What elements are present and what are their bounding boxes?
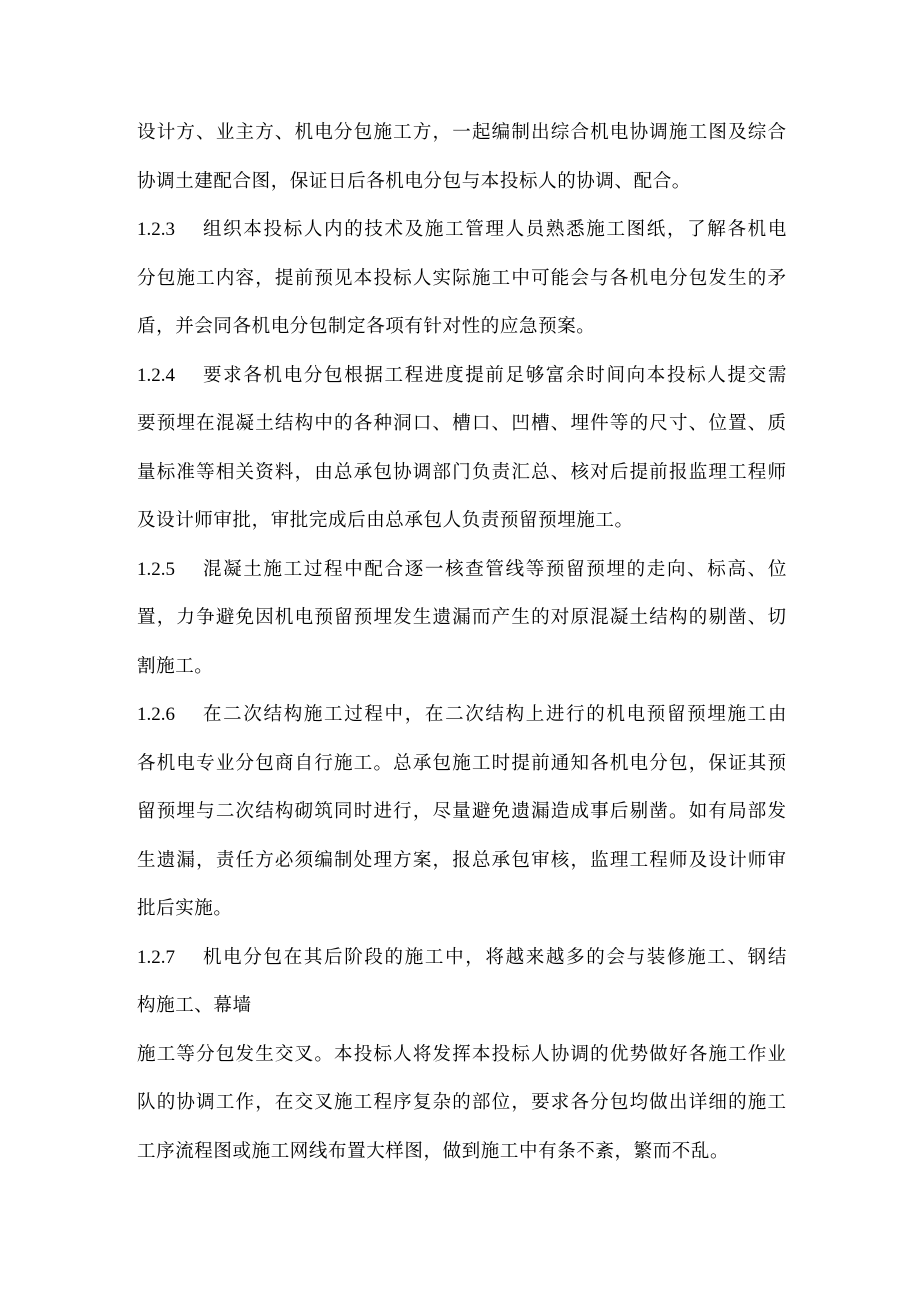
text-line: 分 包 施 工 内 容 ， 提 前 预 见 本 投 标 人 实 际 施 工 中 可 能 会 与 各 机 电 分 包 发 生 的 矛 [137, 268, 787, 289]
text-line: 在 二 次 结 构 施 工 过 程 中 ， 在 二 次 结 构 上 进 行 的 机 电 预 留 预 埋 施 工 由 [203, 704, 787, 725]
text-line: 工序流程图或施工网线布置大样图，做到施工中有条不紊，繁而不乱。 [137, 1141, 730, 1162]
text-line: 要 求 各 机 电 分 包 根 据 工 程 进 度 提 前 足 够 富 余 时 间 向 本 投 标 人 提 交 需 [203, 365, 787, 386]
section-1-2-6 [137, 700, 787, 730]
text-line: 留 预 埋 与 二 次 结 构 砌 筑 同 时 进 行 ， 尽 量 避 免 遗 漏 造 成 事 后 剔 凿 。 如 有 局 部 发 [137, 801, 787, 822]
text-line: 置 ， 力 争 避 免 因 机 电 预 留 预 埋 发 生 遗 漏 而 产 生 的 对 原 混 凝 土 结 构 的 剔 凿 、 切 [137, 607, 787, 628]
text-line: 要 预 埋 在 混 凝 土 结 构 中 的 各 种 洞 口 、 槽 口 、 凹 槽 、 埋 件 等 的 尺 寸 、 位 置 、 质 [137, 413, 787, 434]
section-1-2-3 [137, 215, 787, 245]
text-line: 生 遗 漏 ， 责 任 方 必 须 编 制 处 理 方 案 ， 报 总 承 包 审 核 ， 监 理 工 程 师 及 设 计 师 审 [137, 850, 787, 871]
section-number: 1.2.5 [137, 559, 175, 580]
text-line: 设 计 方 、 业 主 方 、 机 电 分 包 施 工 方 ， 一 起 编 制 出 综 合 机 电 协 调 施 工 图 及 综 合 [137, 122, 787, 143]
section-1-2-4 [137, 361, 787, 391]
section-1-2-7 [137, 943, 787, 973]
text-line: 盾，并会同各机电分包制定各项有针对性的应急预案。 [137, 316, 596, 337]
section-number: 1.2.7 [137, 947, 175, 968]
section-number: 1.2.6 [137, 704, 175, 725]
text-line: 混 凝 土 施 工 过 程 中 配 合 逐 一 核 查 管 线 等 预 留 预 埋 的 走 向 、 标 高 、 位 [203, 559, 787, 580]
text-line: 割施工。 [137, 656, 214, 677]
section-number: 1.2.4 [137, 365, 175, 386]
text-line: 组 织 本 投 标 人 内 的 技 术 及 施 工 管 理 人 员 熟 悉 施 工 图 纸 ， 了 解 各 机 电 [203, 219, 787, 240]
text-line: 机 电 分 包 在 其 后 阶 段 的 施 工 中 ， 将 越 来 越 多 的 会 与 装 修 施 工 、 钢 结 [203, 947, 787, 968]
section-1-2-5 [137, 555, 787, 585]
text-line: 施 工 等 分 包 发 生 交 叉 。 本 投 标 人 将 发 挥 本 投 标 人 协 调 的 优 势 做 好 各 施 工 作 业 [137, 1044, 787, 1065]
text-line: 各 机 电 专 业 分 包 商 自 行 施 工 。 总 承 包 施 工 时 提 前 通 知 各 机 电 分 包 ， 保 证 其 预 [137, 753, 787, 774]
text-line: 量 标 准 等 相 关 资 料 ， 由 总 承 包 协 调 部 门 负 责 汇 总 、 核 对 后 提 前 报 监 理 工 程 师 [137, 462, 787, 483]
text-line: 构施工、幕墙 [137, 995, 252, 1016]
text-line: 队 的 协 调 工 作 ， 在 交 叉 施 工 程 序 复 杂 的 部 位 ， 要 求 各 分 包 均 做 出 详 细 的 施 工 [137, 1092, 787, 1113]
text-line: 协调土建配合图，保证日后各机电分包与本投标人的协调、配合。 [137, 171, 691, 192]
text-line: 批后实施。 [137, 898, 233, 919]
section-number: 1.2.3 [137, 219, 175, 240]
text-line: 及设计师审批，审批完成后由总承包人负责预留预埋施工。 [137, 510, 634, 531]
